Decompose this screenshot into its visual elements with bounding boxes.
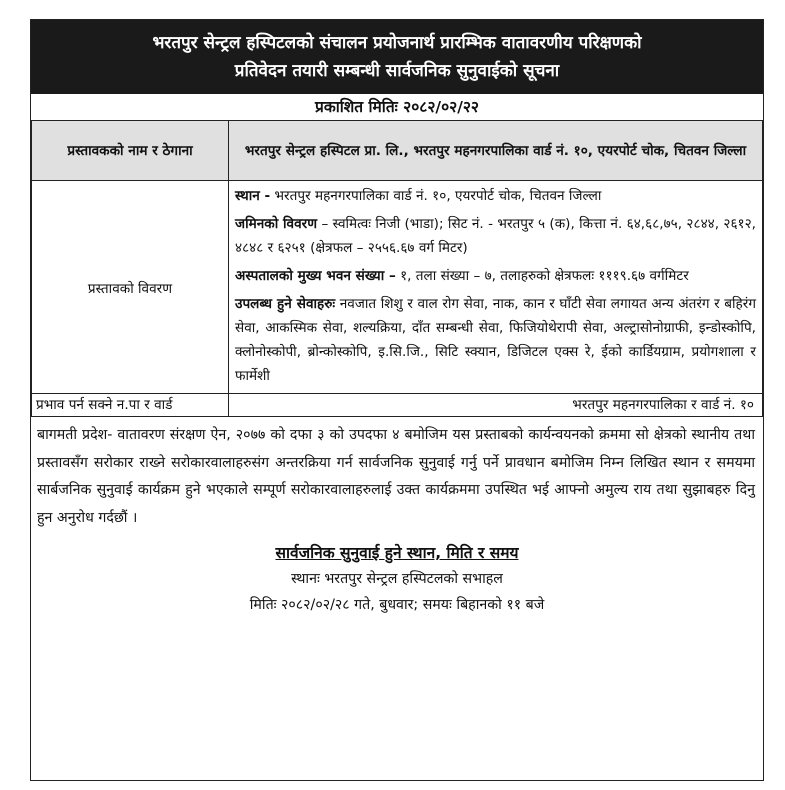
services-value: नवजात शिशु र वाल रोग सेवा, नाक, कान र घाँटी सेवा लगायत अन्य अंतरंग र बहिरंग सेवा, आकस्मिक सेवा, शल्यक्रिया, दाँत सम्बन्धी सेवा, फिजियोथेरापी सेवा, अल्ट्रासोनोग्राफी, इन्डोस्कोपि, क्लोनोस्कोपी, ब्रोन्कोस्कोपि, इ.सि.जि., सिटि स्क्यान, डिजिटल एक्स रे, ईको कार्डियग्राम, प्रयोगशाला र फार्मेशी — [235, 296, 756, 384]
proposal-table — [31, 120, 763, 417]
building-value: १, तला संख्या – ७, तलाहरुको क्षेत्रफलः १११९.६७ वर्गमिटर — [400, 268, 689, 284]
hearing-details — [31, 540, 763, 618]
impact-label: प्रभाव पर्न सक्ने न.पा र वार्ड — [32, 394, 229, 417]
notice-header — [31, 20, 763, 94]
impact-value: भरतपुर महनगरपालिका र वार्ड नं. १० — [229, 394, 763, 417]
description-value — [229, 181, 763, 394]
table-row — [32, 121, 763, 181]
notice-title-line-2: प्रतिवेदन तयारी सम्बन्धी सार्वजनिक सुनुवाईको सूचना — [234, 61, 560, 81]
building-paragraph — [235, 264, 756, 288]
table-row — [32, 394, 763, 417]
land-paragraph — [235, 212, 756, 260]
proposer-label: प्रस्तावकको नाम र ठेगाना — [32, 121, 229, 181]
building-label: अस्पतालको मुख्य भवन संख्या – — [235, 268, 396, 284]
table-row — [32, 181, 763, 394]
proposer-value: भरतपुर सेन्ट्रल हस्पिटल प्रा. लि., भरतपुर महनगरपालिका वार्ड नं. १०, एयरपोर्ट चोक, चितवन जिल्ला — [229, 121, 763, 181]
location-value: भरतपुर महनगरपालिका वार्ड नं. १०, एयरपोर्ट चोक, चितवन जिल्ला — [274, 188, 602, 204]
services-paragraph — [235, 292, 756, 388]
published-date: प्रकाशित मितिः २०८२/०२/२२ — [315, 98, 479, 116]
description-label: प्रस्तावको विवरण — [32, 181, 229, 394]
hearing-venue: स्थानः भरतपुर सेन्ट्रल हस्पिटलको सभाहल — [291, 571, 503, 587]
hearing-datetime: मितिः २०८२/०२/२८ गते, बुधवार; समयः बिहानको ११ बजे — [249, 597, 545, 613]
public-hearing-notice — [30, 19, 764, 781]
notice-title-line-1: भरतपुर सेन्ट्रल हस्पिटलको संचालन प्रयोजनार्थ प्रारम्भिक वातावरणीय परिक्षणको — [152, 33, 642, 53]
services-label: उपलब्ध हुने सेवाहरुः — [235, 296, 336, 312]
land-label: जमिनको विवरण — [235, 216, 318, 232]
notice-body-paragraph: बागमती प्रदेश- वातावरण संरक्षण ऐन, २०७७ को दफा ३ को उपदफा ४ बमोजिम यस प्रस्ताबको कार्यन्वयनको क्रममा सो क्षेत्रको स्थानीय तथा प्रस्तावसँग सरोकार राख्ने सरोकारवालाहरुसंग अन्तरक्रिया गर्न सार्वजनिक सुनुवाई गर्नु पर्ने प्रावधान बमोजिम निम्न लिखित स्थान र समयमा सार्बजनिक सुनुवाई कार्यक्रम हुने भएकाले सम्पूर्ण सरोकारवालाहरुलाई उक्त कार्यक्रममा उपस्थित भई आफ्नो अमुल्य राय तथा सुझाबहरु दिनु हुन अनुरोध गर्दछौं । — [37, 427, 755, 526]
hearing-title: सार्वजनिक सुनुवाई हुने स्थान, मिति र समय — [275, 544, 519, 562]
location-label: स्थान - — [235, 188, 271, 204]
land-value: – स्वमित्वः निजी (भाडा); सिट नं. - भरतपुर ५ (क), कित्ता नं. ६४,६८,७५, २८४४, २६१२, ४८४८ र ६२५१ (क्षेत्रफल – २५५६.६७ वर्ग मिटर) — [235, 216, 757, 256]
location-paragraph — [235, 184, 756, 208]
